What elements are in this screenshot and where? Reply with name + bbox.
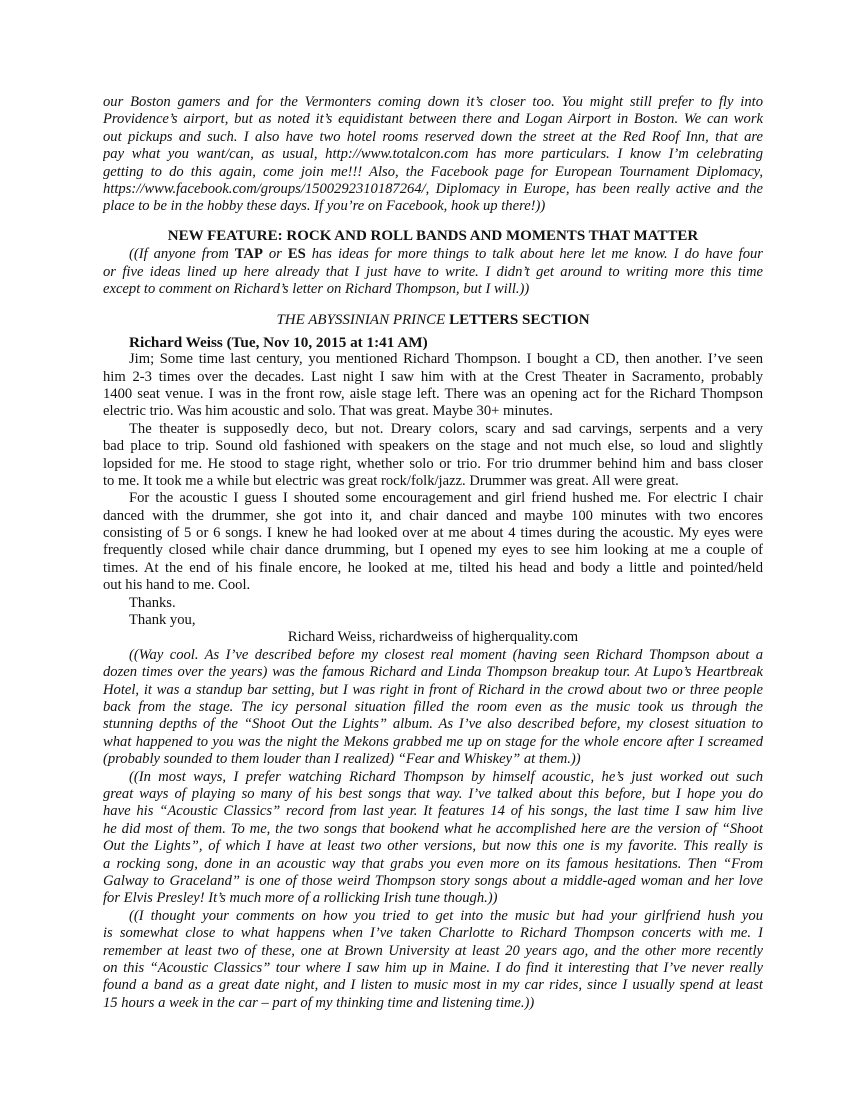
text-line: times. At the end of his finale encore, he looked at me, tilted his head and body a little and pointed/held xyxy=(103,559,763,576)
text-line: except to comment on Richard’s letter on Richard Thompson, but I will.)) xyxy=(103,280,530,297)
text-run: or xyxy=(262,246,288,263)
text-line: Jim; Some time last century, you mentioned Richard Thompson. I bought a CD, then another. I’ve seen xyxy=(129,351,763,368)
text-line: out pickups and such. I also have two hotel rooms reserved down the street at the Red Roof Inn, that are xyxy=(103,128,763,145)
text-line: him 2-3 times over the decades. Last night I saw him with at the Crest Theater in Sacramento, probably xyxy=(103,368,763,385)
text-run: ((If anyone from xyxy=(129,246,235,263)
letter-closing: Thanks. xyxy=(129,594,176,611)
text-run: has ideas for more things to talk about here let me know. I do have four xyxy=(305,246,763,263)
text-line: he did most of them. To me, the two songs that bookend what he accomplished here are the version of “Shoot xyxy=(103,820,763,837)
text-line: remember at least two of these, one at Brown University at least 20 years ago, and the other more recently xyxy=(103,942,763,959)
text-line: https://www.facebook.com/groups/1500292310187264/, Diplomacy in Europe, has been really active and the xyxy=(103,180,763,197)
text-line: lopsided for me. He stood to stage right, whether solo or trio. For trio drummer behind him and bass closer xyxy=(103,455,763,472)
text-line: dozen times over the years) was the famous Richard and Linda Thompson breakup tour. At Lupo’s Heartbreak xyxy=(103,664,763,681)
text-line: Out the Lights”, of which I have at least two other versions, but now this one is my favorite. This really is xyxy=(103,838,763,855)
es-abbreviation: ES xyxy=(287,246,306,263)
document-page xyxy=(103,94,763,1012)
text-line: on this “Acoustic Classics” tour where I saw him up in Maine. I do find it interesting that I’ve never really xyxy=(103,959,763,976)
letter-title: Richard Weiss (Tue, Nov 10, 2015 at 1:41 AM) xyxy=(129,333,428,351)
text-line: out his hand to me. Cool. xyxy=(103,577,251,594)
text-line: back from the stage. The icy personal situation filled the room even as the music took us through the xyxy=(103,699,763,716)
feature-paragraph xyxy=(103,246,763,298)
text-line: 1400 seat venue. I was in the front row, aisle stage left. There was an opening act for the Richard Thompson xyxy=(103,385,763,402)
text-line: Providence’s airport, but as noted it’s equidistant between there and Logan Airport in Boston. We can work xyxy=(103,111,763,128)
text-line: ((I thought your comments on how you tried to get into the music but had your girlfriend hush you xyxy=(129,907,763,924)
text-line: ((In most ways, I prefer watching Richard Thompson by himself acoustic, he’s just worked out such xyxy=(129,768,763,785)
text-line: have his “Acoustic Classics” record from last year. It features 14 of his songs, the last time I saw him live xyxy=(103,803,763,820)
text-line: great ways of playing so many of his best songs that way. I’ve talked about this before, but I hope you do xyxy=(103,786,763,803)
text-line: place to be in the hobby these days. If you’re on Facebook, hook up there!)) xyxy=(103,198,546,215)
editor-response xyxy=(103,769,763,908)
text-line: found a band as a great date night, and I listen to music most in my car rides, since I usually spend at least xyxy=(103,977,763,994)
text-line: pay what you want/can, as usual, http://www.totalcon.com has more particulars. I know I’m celebrating xyxy=(103,146,763,163)
text-line: what happened to you was the night the Mekons grabbed me up on stage for the whole encore after I screamed xyxy=(103,733,763,750)
letter-closing: Thank you, xyxy=(129,612,196,629)
text-line: or five ideas lined up here already that I just have to write. I didn’t get around to writing more this time xyxy=(103,263,763,280)
text-line: (probably sounded to them louder than I realized) “Fear and Whiskey” at them.)) xyxy=(103,751,581,768)
section-title: LETTERS SECTION xyxy=(445,312,590,329)
text-line: for Elvis Presley! It’s much more of a rollicking Irish tune though.)) xyxy=(103,890,498,907)
text-line: is somewhat close to what happens when I’ve taken Charlotte to Richard Thompson concerts with me. I xyxy=(103,925,763,942)
text-line: The theater is supposedly deco, but not. Dreary colors, scary and sad carvings, serpents and a very xyxy=(129,420,763,437)
feature-heading: NEW FEATURE: ROCK AND ROLL BANDS AND MOMENTS THAT MATTER xyxy=(167,227,699,244)
zine-title: THE ABYSSINIAN PRINCE xyxy=(276,312,446,329)
text-line: stunning depths of the “Shoot Out the Lights” album. As I’ve also described before, my closest situation to xyxy=(103,716,763,733)
text-line: frequently closed while chair dance drumming, but I opened my eyes to see him looking at me a couple of xyxy=(103,542,763,559)
letter-signature: Richard Weiss, richardweiss of higherquality.com xyxy=(287,629,579,646)
editor-response xyxy=(103,908,763,1012)
text-line: bad place to trip. Sound old fashioned with speakers on the stage and not much else, so loud and slightly xyxy=(103,438,763,455)
intro-paragraph xyxy=(103,94,763,216)
letter-paragraph xyxy=(103,351,763,421)
letters-section-heading xyxy=(103,312,763,329)
text-line: danced with the drummer, she got into it, and chair danced and maybe 100 minutes with two encores xyxy=(103,507,763,524)
editor-response xyxy=(103,647,763,769)
text-line: Galway to Graceland” is one of those weird Thompson story songs about a middle-aged woman and her love xyxy=(103,872,763,889)
text-line: a rocking song, done in an acoustic way that grabs you even more on its famous hesitations. Then “From xyxy=(103,855,763,872)
text-line: electric trio. Was him acoustic and solo. That was great. Maybe 30+ minutes. xyxy=(103,403,553,420)
text-line: ((Way cool. As I’ve described before my closest real moment (having seen Richard Thompson about a xyxy=(129,646,763,663)
text-line: For the acoustic I guess I shouted some encouragement and girl friend hushed me. For electric I chair xyxy=(129,490,763,507)
text-line: our Boston gamers and for the Vermonters coming down it’s closer too. You might still prefer to fly into xyxy=(103,94,763,110)
letter-paragraph xyxy=(103,421,763,491)
text-line: consisting of 5 or 6 songs. I knew he had looked over at me about 4 times during the acoustic. My eyes were xyxy=(103,525,763,542)
text-line: Hotel, it was a standup bar setting, but I was right in front of Richard in the crowd about two or three people xyxy=(103,681,763,698)
text-line xyxy=(103,246,763,263)
text-line: getting to do this again, come join me!!! Also, the Facebook page for European Tournament Diplomacy, xyxy=(103,163,763,180)
tap-abbreviation: TAP xyxy=(234,246,263,263)
text-line: 15 hours a week in the car – part of my thinking time and listening time.)) xyxy=(103,994,535,1011)
text-line: to me. It took me a while but electric was great rock/folk/jazz. Drummer was great. All were great. xyxy=(103,472,679,489)
letter-paragraph xyxy=(103,490,763,594)
